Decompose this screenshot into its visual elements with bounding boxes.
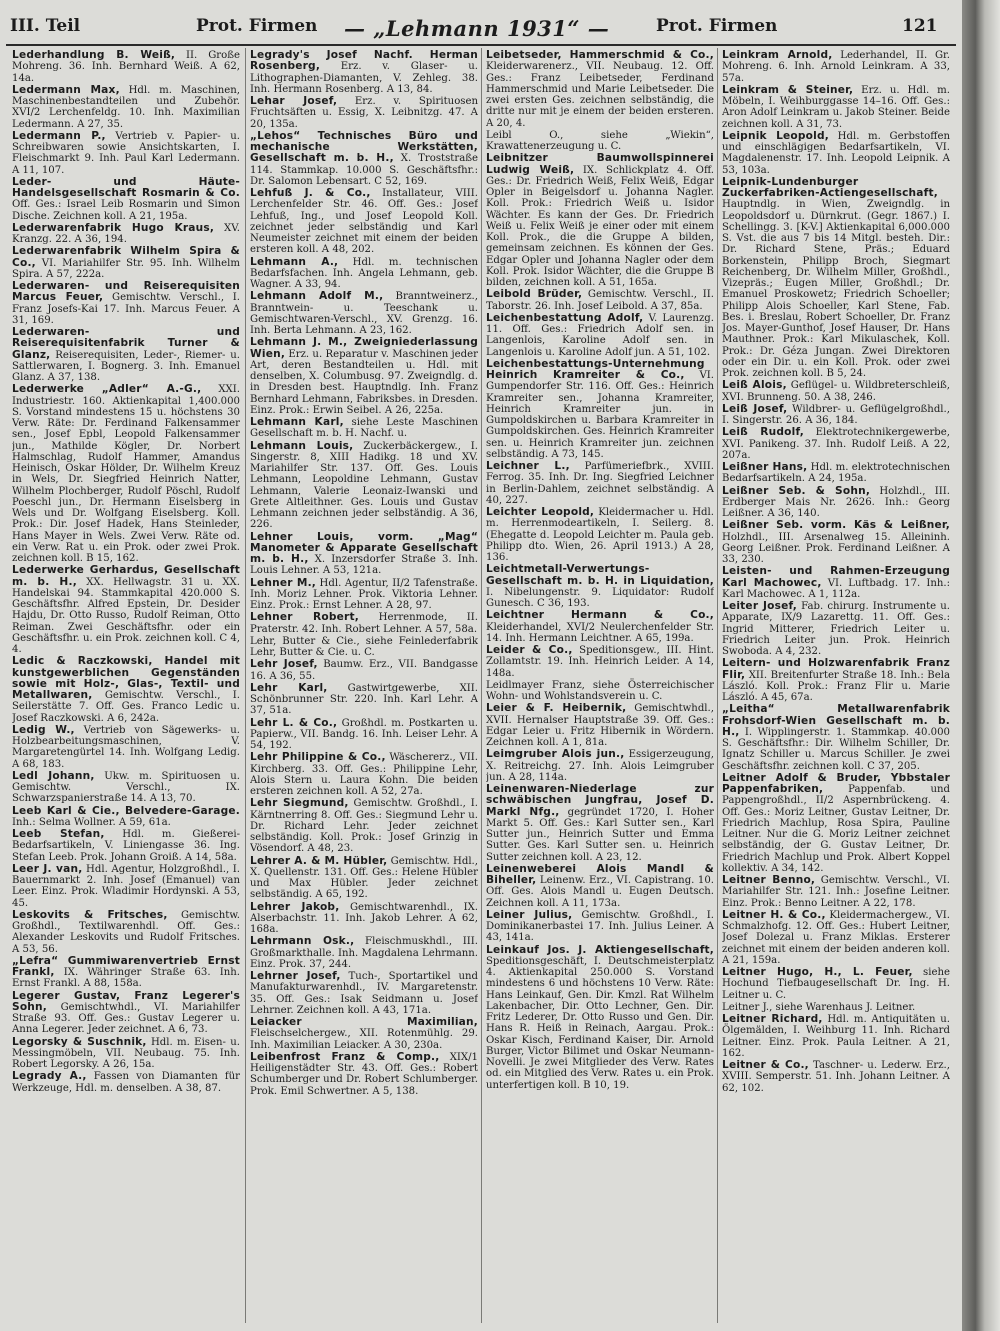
entry-details: Zuckerbäckergew., I. Singerstr. 8, XIII Hadikg. 18 und XV. Mariahilfer Str. 137. Off. Ges. Louis Lehmann, Leopoldine Lehmann, Gustav Lehmann, Valerie Leonaiz-Iwanski und Grete Altleithner. Ges. Louis und Gustav Lehmann zeichnen jeder selbständig. A 36, 226.: [250, 440, 478, 531]
entry-details: Gemischtw. Verschl., VI. Mariahilfer Str. 121. Inh.: Josefine Leitner. Einz. Prok.: Benno Leitner. A 22, 178.: [722, 875, 950, 909]
entry-details: XIX/1 Heiligenstädter Str. 43. Off. Ges.: Robert Schumberger und Dr. Robert Schlumberger. Prok. Emil Schwertner. A 5, 138.: [250, 1051, 478, 1097]
entry-firm-name: Leißner Seb. vorm. Käs & Leißner,: [722, 519, 950, 532]
entry-firm-name: Leipnik-Lundenburger Zuckerfabriken-Actiengesellschaft,: [722, 175, 938, 199]
directory-entry: [250, 337, 478, 416]
entry-details: Speditionsgew., III. Hint. Zollamtstr. 19. Inh. Heinrich Leider. A 14, 148a.: [486, 645, 714, 679]
entry-firm-name: Leinkram & Steiner,: [722, 83, 854, 96]
header-rule: [6, 44, 956, 46]
entry-details: Kleiderwarenerz., VII. Neubaug. 12. Off. Ges.: Franz Leibetseder, Ferdinand Hammerschmid und Marie Leibetseder. Die zwei ersten Ges. zeichnen selbständig, die dritte nur mit je einem der beiden ersteren. A 20, 4.: [486, 61, 714, 129]
entry-firm-name: Legorsky & Suschnik,: [12, 1035, 147, 1048]
directory-entry: [722, 486, 950, 520]
directory-entry: [722, 910, 950, 966]
entry-firm-name: Lehner M.,: [250, 576, 317, 589]
entry-details: Inh.: Selma Wollner. A 59, 61a.: [12, 816, 171, 828]
entry-firm-name: Lederwaren- und Reiserequisiten Marcus Feuer,: [12, 280, 240, 304]
directory-entry: [722, 773, 950, 874]
directory-entry: [12, 384, 240, 564]
entry-details: Herrenmode, II. Praterstr. 42. Inh. Robert Lehner. A 57, 58a.: [250, 612, 478, 635]
entry-details: Parfümeriefbrk., XVIII. Ferrog. 35. Inh. Dr. Ing. Siegfried Leichner in Berlin-Dahlem, zeichnet selbständig. A 40, 227.: [486, 461, 714, 506]
entry-details: XXI. Industriestr. 160. Aktienkapital 1,400.000 S. Vorstand mindestens 15 u. höchstens 30 Verw. Räte: Dr. Ferdinand Falkensammer sen., Josef Epbl, Leopold Falkensammer jun., Mathilde Kögler, Dr. Norbert Halmschlag, Rudolf Hammer, Amandus Heinisch, Oskar Hölder, Dr. Wilhelm Kreuz in Wels, Dr. Siegfried Heinrich Natter, Wilhelm Plochberger, Rudolf Pöschl, Rudolf Poeschl jun., Dr. Hermann Eiselsberg in Wels und Dr. Wolfgang Eiselsberg. Koll. Prok.: Dir. Josef Hadek, Hans Steinleder, Hans Mayer in Wels. Zwei Verw. Räte od. ein Verw. Rat u. ein Prok. oder zwei Prok. zeichnen koll. B 15, 162.: [12, 384, 240, 564]
entry-details: Fleischselchergew., XII. Rotenmühlg. 29. Inh. Maximilian Leiacker. A 30, 230a.: [250, 1028, 478, 1051]
entry-details: Lehr, Butter & Cie., siehe Feinlederfabrik Lehr, Butter & Cie. u. C.: [250, 635, 478, 658]
entry-firm-name: Lehrer A. & M. Hübler,: [250, 854, 388, 867]
entry-details: Gemischtw. Verschl., II. Taborstr. 26. Inh. Josef Leibold. A 37, 85a.: [486, 289, 714, 312]
entry-details: V. Laurenzg. 11. Off. Ges.: Friedrich Adolf sen. in Langenlois, Karoline Adolf sen. in Langenlois u. Karoline Adolf jun. A 51, 102.: [486, 312, 714, 358]
entry-firm-name: Leer J. van,: [12, 862, 83, 875]
entry-firm-name: Leiacker Maximilian,: [250, 1016, 478, 1028]
entry-firm-name: „Lefra“ Gummiwarenvertrieb Ernst Frankl,: [12, 954, 240, 978]
entry-details: Fleischmuskhdl., III. Großmarkthalle. Inh. Magdalena Lehrmann. Einz. Prok. 37, 244.: [250, 936, 478, 970]
entry-details: Vertrieb v. Papier- u. Schreibwaren sowie Ansichtskarten, I. Fleischmarkt 9. Inh. Paul Karl Ledermann. A 11, 107.: [12, 130, 240, 176]
entry-details: gegründet 1720, I. Hoher Markt 5. Off. Ges.: Karl Sutter sen., Karl Sutter jun., Heinrich Sutter und Emma Sutter. Ges. Karl Sutter sen. u. Heinrich Sutter zeichnen koll. A 23, 12.: [486, 806, 714, 863]
header-center-title: — „Lehmann 1931“ —: [344, 16, 610, 41]
entry-details: Speditionsgeschäft, I. Deutschmeisterplatz 4. Aktienkapital 250.000 S. Vorstand mindestens 6 und höchstens 10 Verw. Räte: Hans Leinkauf, Gen. Dir. Kmzl. Rat Wilhelm Lakenbacher, Dir. Otto Lechner, Gen. Dir. Fritz Lederer, Dr. Otto Russo und Gen. Dir. Hans R. Heiß in Reinach, Aargau. Prok.: Oskar Kisch, Ferdinand Kaiser, Dir. Arnold Burger, Victor Bilimet und Oskar Neumann-Novelli. Je zwei Mitglieder des Verw. Rates od. ein Mitglied des Verw. Rates u. ein Prok. unterfertigen koll. B 10, 19.: [486, 955, 714, 1091]
column-3: [486, 50, 714, 1325]
entry-firm-name: Ledl Johann,: [12, 769, 95, 782]
entry-firm-name: Lehfuß J. & Co.,: [250, 187, 371, 199]
entry-details: Hdl. m. Antiquitäten u. Ölgemälden, I. Weihburg 11. Inh. Richard Leitner. Einz. Prok. Paula Leitner. A 21, 162.: [722, 1014, 950, 1059]
entry-firm-name: Lehmann Louis,: [250, 439, 354, 452]
directory-entry: [722, 380, 950, 403]
directory-entry: [722, 131, 950, 176]
entry-details: Gemischtwhdl., XVII. Hernalser Hauptstraße 39. Off. Ges.: Edgar Leier u. Fritz Hibernik in Wördern. Zeichnen koll. A 1, 81a.: [486, 703, 714, 748]
entry-details: Ukw. m. Spirituosen u. Gemischtw. Verschl., IX. Schwarzspanierstraße 14. A 13, 70.: [12, 770, 240, 805]
directory-entry: [486, 359, 714, 460]
header-right-title: Prot. Firmen: [656, 16, 778, 36]
directory-entry: [250, 578, 478, 612]
entry-firm-name: „Leitha“ Metallwarenfabrik Frohsdorf-Wien Gesellschaft m. b. H.,: [722, 703, 950, 738]
entry-details: Hdl. m. Maschinen, Maschinenbestandteilen und Zubehör. XVI/2 Lerchenfeldg. 10. Inh. Maximilian Ledermann. A 27, 35.: [12, 84, 240, 130]
directory-entry: [250, 96, 478, 130]
entry-firm-name: Ledermann Max,: [12, 83, 120, 96]
directory-entry: [250, 659, 478, 682]
entry-details: Hauptndlg. in Wien, Zweigndlg. in Leopoldsdorf u. Dürnkrut. (Gegr. 1867.) I. Schellingg. 3. [K-V.] Aktienkapital 6,000.000 S. Vst. die aus 7 bis 14 Mitgl. besteh. Dir.: Dr. Richard Stene, Präs.; Eduard Borkenstein, Philipp Broch, Siegmart Reichenberg, Dr. Wilhelm Miller, Großhdl., Vizepräs.; Eugen Miller, Großhdl.; Dr. Emanuel Proskowetz; Friedrich Schoeller; Philipp Alois Schoeller, Karl Stene, Fab. Bes. i. Breslau, Robert Schoeller, Dr. Franz Jos. Mayer-Gunthof, Josef Hauser, Dr. Hans Mauthner. Prok.: Karl Mikulaschek, Koll. Prok.: Dr. Géza Jungan. Zwei Direktoren oder ein Dir. u. ein Koll. Prok. oder zwei Prok. zeichnen koll. B 5, 24.: [722, 199, 950, 379]
entry-firm-name: Leiß Josef,: [722, 402, 788, 415]
entry-details: Kleidermacher u. Hdl. m. Herrenmodeartikeln, I. Seilerg. 8. (Ehegatte d. Leopold Leichter m. Paula geb. Philipp dto. Wien, 26. April 1913.) A 28, 136.: [486, 507, 714, 563]
directory-entry: [250, 532, 478, 577]
entry-details: Holzhdl., III. Arsenalweg 15. Alleininh. Georg Leißner. Prok. Ferdinand Leißner. A 33, 230.: [722, 531, 950, 565]
directory-entry: [12, 910, 240, 955]
directory-entry: [486, 313, 714, 358]
directory-entry: [12, 50, 240, 84]
directory-entry: [250, 856, 478, 901]
header-left-title: Prot. Firmen: [196, 16, 318, 36]
entry-details: Gemischtw. Großhdl., I. Kärntnerring 8. Off. Ges.: Siegmund Lehr u. Dr. Richard Lehr. Jeder zeichnet selbständig. Koll. Prok.: Josef Grinzig in Vösendorf. A 48, 23.: [250, 798, 478, 855]
entry-details: Gemischtw. Verschl., I. Seilerstätte 7. Off. Ges. Franco Ledic u. Josef Raczkowski. A 6, 242a.: [12, 690, 240, 724]
entry-details: Hdl. m. Gießerei-Bedarfsartikeln, V. Liniengasse 36. Ing. Stefan Leeb. Prok. Johann Groiß. A 14, 58a.: [12, 829, 240, 863]
entry-details: Fab. chirurg. Instrumente u. Apparate, IX/9 Lazarettg. 11. Off. Ges.: Ingrid Mitterer, Friedrich Leiter u. Friedrich Leiter jun. Prok. Heinrich Swoboda. A 4, 232.: [722, 601, 950, 657]
entry-details: Reiserequisiten, Leder-, Riemer- u. Sattlerwaren, I. Bognerg. 3. Inh. Emanuel Glanz. A 37, 138.: [12, 349, 240, 383]
directory-entry: [722, 404, 950, 427]
entry-details: Taschner- u. Lederw. Erz., XVIII. Semperstr. 51. Inh. Johann Leitner. A 62, 102.: [722, 1060, 950, 1094]
column-divider: [481, 48, 482, 1323]
entry-details: Holzhdl., III. Erdberger Mais Nr. 2626. Inh.: Georg Leißner. A 36, 140.: [722, 485, 950, 519]
entry-firm-name: Leitner Richard,: [722, 1013, 823, 1025]
directory-entry: [486, 749, 714, 783]
entry-details: Hdl. Agentur, Holzgroßhdl., I. Bauernmarkt 2. Inh. Josef (Emanuel) van Leer. Einz. Prok. Wladimir Hordynski. A 53, 45.: [12, 863, 240, 909]
entry-firm-name: Leitern- und Holzwarenfabrik Franz Flir,: [722, 657, 950, 681]
entry-firm-name: Lehner Robert,: [250, 611, 359, 624]
directory-entry: [486, 289, 714, 312]
entry-firm-name: Leibold Brüder,: [486, 288, 583, 301]
entry-firm-name: Lehner Louis, vorm. „Mag“ Manometer & Apparate Gesellschaft m. b. H.,: [250, 530, 478, 565]
entry-firm-name: Lehr L. & Co.,: [250, 716, 338, 729]
entry-details: Kleiderhandel, XVI/2 Neulerchenfelder Str. 14. Inh. Hermann Leichtner. A 65, 199a.: [486, 621, 714, 644]
entry-firm-name: Leibnitzer Baumwollspinnerei Ludwig Weiß,: [486, 152, 714, 176]
entry-firm-name: Lederwarenfabrik Wilhelm Spira & Co.,: [12, 245, 240, 269]
entry-firm-name: Leitner & Co.,: [722, 1059, 809, 1071]
directory-entry: [486, 461, 714, 506]
directory-entry: [722, 50, 950, 84]
directory-entry: [250, 683, 478, 717]
entry-firm-name: Lehmann J. M., Zweigniederlassung Wien,: [250, 336, 478, 360]
entry-firm-name: Leeb Stefan,: [12, 828, 105, 840]
entry-details: IX. Währinger Straße 63. Inh. Ernst Frankl. A 88, 158a.: [12, 967, 240, 990]
directory-entry: [250, 1052, 478, 1097]
directory-entry: [250, 291, 478, 336]
entry-firm-name: Leeb Karl & Cie., Belvedere-Garage.: [12, 804, 240, 817]
directory-entry: [486, 507, 714, 563]
directory-entry: [722, 1002, 950, 1013]
page-header: [6, 14, 956, 44]
entry-firm-name: Legrady's Josef Nachf. Herman Rosenberg,: [250, 50, 478, 73]
entry-details: Leinenw. Erz., VI. Capistrang. 10. Off. Ges. Alois Mandl u. Eugen Deutsch. Zeichnen koll. A 11, 173a.: [486, 875, 714, 909]
entry-details: XX. Hellwagstr. 31 u. XX. Handelskai 94. Stammkapital 420.000 S. Geschäftsfhr. Alfred Epstein, Dr. Desider Hajdu, Dr. Otto Russo, Rudolf Reiman, Otto Reiman. Zwei Geschäftsfhr. oder ein Geschäftsfhr. u. ein Prok. zeichnen koll. C 4, 4.: [12, 576, 240, 655]
directory-entry: [486, 945, 714, 1091]
directory-entry: [12, 85, 240, 130]
entry-firm-name: Lehmann Karl,: [250, 416, 344, 428]
entry-firm-name: Leißner Hans,: [722, 461, 808, 473]
entry-firm-name: Leinkram Arnold,: [722, 50, 833, 61]
entry-details: Vertrieb von Sägewerks- u. Holzbearbeitungsmaschinen, V. Margaretengürtel 14. Inh. Wolfgang Ledig. A 68, 183.: [12, 724, 240, 770]
entry-firm-name: Ledig W.,: [12, 723, 75, 736]
entry-firm-name: Leskovits & Fritsches,: [12, 908, 168, 921]
entry-firm-name: Lehmann A.,: [250, 255, 339, 268]
entry-firm-name: Leibenfrost Franz & Comp.,: [250, 1050, 440, 1063]
entry-firm-name: Leitner Adolf & Bruder, Ybbstaler Pappenfabriken,: [722, 771, 950, 795]
entry-details: II. Große Mohreng. 36. Inh. Bernhard Weiß. A 62, 14a.: [12, 50, 240, 84]
entry-firm-name: Lederwarenfabrik Hugo Kraus,: [12, 221, 215, 234]
binding-edge: [962, 0, 1000, 1331]
entry-firm-name: Leimgruber Alois jun.,: [486, 748, 625, 761]
directory-entry: [250, 971, 478, 1016]
entry-details: VI. Mariahilfer Str. 95. Inh. Wilhelm Spira. A 57, 222a.: [12, 257, 240, 280]
entry-firm-name: Leichtner Hermann & Co.,: [486, 609, 714, 622]
directory-entry: [12, 131, 240, 176]
entry-details: Branntweinerz., Branntwein- u. Teeschank u. Gemischtwaren-Verschl., XV. Grenzg. 16. Inh. Berta Lehmann. A 23, 162.: [250, 291, 478, 336]
directory-entry: [722, 462, 950, 485]
entry-firm-name: Leiner Julius,: [486, 908, 573, 921]
entry-details: Gemischtw. Großhdl., I. Dominikanerbastei 17. Inh. Julius Leiner. A 43, 141a.: [486, 909, 714, 944]
entry-details: I. Nibelungenstr. 9. Liquidator: Rudolf Gunesch. C 36, 193.: [486, 586, 714, 609]
directory-entry: [722, 658, 950, 703]
entry-firm-name: Lehr Philippine & Co.,: [250, 751, 386, 764]
entry-details: Erz. u. Hdl. m. Möbeln, I. Weihburggasse 14–16. Off. Ges.: Aron Adolf Leinkram u. Jakob Steiner. Beide zeichnen koll. A 31, 73.: [722, 84, 950, 130]
column-divider: [245, 48, 246, 1323]
directory-entry: [12, 565, 240, 655]
directory-entry: [250, 636, 478, 659]
directory-entry: [722, 1060, 950, 1094]
entry-details: Installateur, VIII. Lerchenfelder Str. 46. Off. Ges.: Josef Lehfuß, Ing., und Josef Leopold Koll. zeichnet jeder selbständig und Karl Neumeister zeichnet mit einem der beiden ersteren koll. A 48, 202.: [250, 188, 478, 256]
directory-entry: [722, 566, 950, 600]
entry-firm-name: Leisten- und Rahmen-Erzeugung Karl Machowec,: [722, 565, 950, 589]
column-4: [722, 50, 950, 1325]
directory-entry: [12, 656, 240, 724]
entry-details: Essigerzeugung, X. Reitreichg. 27. Inh. Alois Leimgruber jun. A 28, 114a.: [486, 749, 714, 783]
entry-firm-name: Lehrmann Osk.,: [250, 935, 355, 948]
directory-entry: [12, 864, 240, 909]
entry-details: Wäschererz., VII. Kirchberg. 33. Off. Ges.: Philippine Lehr, Alois Stern u. Laura Kohn. Die beiden ersteren zeichnen koll. A 52, 27a.: [250, 752, 478, 797]
entry-firm-name: Leinenwaren-Niederlage zur schwäbischen Jungfrau, Josef D. Markl Nfg.,: [486, 783, 714, 818]
entry-firm-name: Lederwaren- und Reiserequisitenfabrik Turner & Glanz,: [12, 326, 240, 361]
entry-firm-name: Leinenweberei Alois Mandl & Biheller,: [486, 862, 714, 886]
entry-details: Leibl O., siehe „Wiekin“, Krawattenerzeugung u. C.: [486, 129, 714, 152]
entry-firm-name: Lederwerke Gerhardus, Gesellschaft m. b. H.,: [12, 564, 240, 588]
entry-firm-name: Leipnik Leopold,: [722, 129, 829, 142]
directory-entry: [722, 177, 950, 380]
directory-entry: [722, 1014, 950, 1059]
entry-details: Geflügel- u. Wildbreterschleiß, XVI. Brunneng. 50. A 38, 246.: [722, 380, 950, 403]
column-1: [12, 50, 240, 1325]
page-number: 121: [902, 16, 938, 36]
entry-firm-name: Ledermann P.,: [12, 129, 106, 142]
entry-details: Lederhandel, II. Gr. Mohreng. 6. Inh. Arnold Leinkram. A 33, 57a.: [722, 50, 950, 84]
entry-details: Leidlmayer Franz, siehe Österreichischer Wohn- und Wohlstandsverein u. C.: [486, 679, 714, 702]
entry-details: Off. Ges.: Israel Leib Rosmarin und Simon Dische. Zeichnen koll. A 21, 195a.: [12, 199, 240, 222]
directory-entry: [486, 645, 714, 679]
entry-details: Großhdl. m. Postkarten u. Papierw., VII. Bandg. 16. Inh. Leiser Lehr. A 54, 192.: [250, 717, 478, 751]
entry-firm-name: Leiter Josef,: [722, 600, 798, 612]
entry-details: siehe Hochund Tiefbaugesellschaft Dr. Ing. H. Leitner u. C.: [722, 967, 950, 1001]
entry-details: Gastwirtgewerbe, XII. Schönbrunner Str. 220. Inh. Karl Lehr. A 37, 51a.: [250, 682, 478, 717]
directory-entry: [12, 806, 240, 829]
entry-firm-name: Leichenbestattung Adolf,: [486, 311, 644, 324]
directory-entry: [12, 246, 240, 280]
entry-firm-name: Ledic & Raczkowski, Handel mit kunstgewerblichen Gegenständen sowie mit Holz-, Glas-, Textil- und Metallwaren,: [12, 655, 240, 701]
directory-entry: [722, 601, 950, 657]
entry-details: Erz. v. Spirituosen Fruchtsäften u. Essig, X. Leibnitzg. 47. A 20, 135a.: [250, 96, 478, 130]
entry-firm-name: Leichter Leopold,: [486, 506, 595, 518]
directory-entry: [486, 910, 714, 944]
column-divider: [717, 48, 718, 1323]
entry-firm-name: „Lehos“ Technisches Büro und mechanische Werkstätten, Gesellschaft m. b. H.,: [250, 129, 478, 165]
directory-entry: [12, 991, 240, 1036]
directory-entry: [12, 177, 240, 222]
directory-entry: [250, 798, 478, 854]
directory-entry: [486, 864, 714, 909]
directory-entry: [250, 188, 478, 256]
entry-details: VI. Luftbadg. 17. Inh.: Karl Machowec. A 1, 112a.: [722, 577, 950, 600]
entry-details: XV. Kranzg. 22. A 36, 194.: [12, 222, 240, 245]
entry-details: Erz. v. Glaser- u. Lithographen-Diamanten, V. Zehleg. 38. Inh. Hermann Rosenberg. A 13, 84.: [250, 61, 478, 95]
directory-entry: [250, 257, 478, 291]
directory-entry: [12, 327, 240, 383]
entry-firm-name: Lehr Siegmund,: [250, 797, 349, 810]
directory-entry: [486, 784, 714, 863]
directory-entry: [250, 718, 478, 752]
entry-firm-name: Legerer Gustav, Franz Legerer's Sohn,: [12, 989, 240, 1013]
entry-details: Hdl. m. Eisen- u. Messingmöbeln, VII. Neubaug. 75. Inh. Robert Legorsky. A 26, 15a.: [12, 1036, 240, 1070]
entry-firm-name: Leitner H. & Co.,: [722, 908, 826, 921]
entry-firm-name: Leiß Alois,: [722, 379, 787, 392]
entry-details: Hdl. m. technischen Bedarfsfachen. Inh. Angela Lehmann, geb. Wagner. A 33, 94.: [250, 256, 478, 290]
entry-firm-name: Lehar Josef,: [250, 95, 338, 107]
entry-details: Gemischtwarenhdl., IX. Alserbachstr. 11. Inh. Jakob Lehrer. A 62, 168a.: [250, 901, 478, 935]
directory-entry: [486, 610, 714, 644]
entry-details: siehe Leste Maschinen Gesellschaft m. b. H. Nachf. u.: [250, 417, 478, 440]
entry-details: Hdl. Agentur, II/2 Tafenstraße. Inh. Moriz Lehner. Prok. Viktoria Lehner. Einz. Prok.: Ernst Lehner. A 28, 97.: [250, 577, 478, 611]
entry-details: Kleidermachergew., VI. Schmalzhofg. 12. Off. Ges.: Hubert Leitner, Josef Dolezal u. Franz Miklas. Ersterer zeichnet mit einem der beiden anderen koll. A 21, 159a.: [722, 909, 950, 966]
entry-firm-name: Lederhandlung B. Weiß,: [12, 50, 176, 61]
entry-details: X. Troststraße 114. Stammkap. 10.000 S. Geschäftsfhr.: Dr. Salomon Lebensart. C 52, 169.: [250, 153, 478, 187]
directory-entry: [250, 936, 478, 970]
entry-firm-name: Leier & F. Heibernik,: [486, 702, 627, 715]
directory-entry: [722, 875, 950, 909]
entry-firm-name: Leiß Rudolf,: [722, 426, 804, 439]
entry-details: Tuch-, Sportartikel und Manufakturwarenhdl., IV. Margaretenstr. 35. Off. Ges.: Isak Seidmann u. Josef Lehrner. Zeichnen koll. A 43, 171a.: [250, 971, 478, 1016]
directory-entry: [12, 281, 240, 326]
entry-firm-name: Leißner Seb. & Sohn,: [722, 484, 871, 497]
entry-details: IX. Schlickplatz 4. Off. Ges.: Dr. Friedrich Weiß, Felix Weiß, Edgar Opler in Beigelsdorf u. Johanna Nagler. Koll. Prok.: Friedrich Weiß u. Isidor Wächter. Es kann der Ges. Dr. Friedrich Weiß u. Felix Weiß je einer oder mit einem Koll. Prok., die die Gruppe A bilden, gemeinsam zeichnen. Es können der Ges. Edgar Opler und Johanna Nagler oder dem Koll. Prok. Isidor Wächter, die die Gruppe B bilden, zeichnen koll. A 51, 165a.: [486, 164, 714, 288]
entry-firm-name: Leichenbestattungs-Unternehmung Heinrich Kramreiter & Co.,: [486, 357, 705, 381]
directory-entry: [12, 223, 240, 246]
directory-entry: [250, 1017, 478, 1051]
entry-firm-name: Lehrner Josef,: [250, 970, 341, 982]
entry-details: Gemischtw. Hdl., X. Quellenstr. 131. Off. Ges.: Helene Hübler und Max Hübler. Jeder zeichnet selbständig. A 65, 192.: [250, 855, 478, 901]
entry-details: Pappenfab. und Pappengroßhdl., II/2 Aspernbrückeng. 4. Off. Ges.: Moriz Leitner, Gustav Leitner, Dr. Friedrich Machlup, Rosa Spira, Pauline Leitner. Nur die G. Moriz Leitner zeichnet selbständig, der G. Gustav Leitner, Dr. Friedrich Machlup und Prok. Albert Koppel kollektiv. A 34, 142.: [722, 784, 950, 874]
directory-entry: [12, 829, 240, 863]
directory-entry: [486, 50, 714, 129]
entry-firm-name: Leitner Benno,: [722, 874, 816, 886]
entry-details: Hdl. m. Gerbstoffen und einschlägigen Bedarfsartikeln, VI. Magdalenenstr. 17. Inh. Leopold Leipnik. A 53, 103a.: [722, 130, 950, 176]
entry-firm-name: Lehrer Jakob,: [250, 900, 340, 913]
entry-details: X. Inzersdorfer Straße 3. Inh. Louis Lehner. A 53, 121a.: [250, 554, 478, 577]
column-2: [250, 50, 478, 1325]
entry-details: VI. Gumpendorfer Str. 116. Off. Ges.: Heinrich Kramreiter sen., Johanna Kramreiter, Heinrich Kramreiter jun. in Gumpoldskirchen u. Barbara Kramreiter in Gumpoldskirchen. Ges. Heinrich Kramreiter sen. u. Heinrich Kramreiter jun. zeichnen selbständig. A 73, 145.: [486, 370, 714, 460]
directory-entry: [12, 1071, 240, 1094]
entry-details: Gemischtw. Verschl., I. Franz Josefs-Kai 17. Inh. Marcus Feuer. A 31, 169.: [12, 292, 240, 326]
directory-entry: [12, 771, 240, 805]
entry-firm-name: Legrady A.,: [12, 1070, 87, 1083]
header-part: III. Teil: [10, 16, 81, 36]
entry-firm-name: Leider & Co.,: [486, 644, 573, 656]
directory-entry: [250, 50, 478, 95]
directory-entry: [486, 130, 714, 153]
directory-entry: [250, 902, 478, 936]
entry-details: I. Wipplingerstr. 1. Stammkap. 40.000 S. Geschäftsfhr.: Dir. Wilhelm Schiller, Dr. Ignatz Schiller u. Marcus Schiller. Je zwei Geschäftsfhr. zeichnen koll. C 37, 205.: [722, 726, 950, 772]
directory-entry: [722, 427, 950, 461]
entry-details: Elektrotechnikergewerbe, XVI. Panikeng. 37. Inh. Rudolf Leiß. A 22, 207a.: [722, 427, 950, 461]
entry-firm-name: Lehr Karl,: [250, 681, 328, 694]
directory-entry: [486, 680, 714, 703]
entry-details: XII. Breitenfurter Straße 18. Inh.: Bela László. Koll. Prok.: Franz Flir u. Marie László. A 45, 67a.: [722, 669, 950, 703]
entry-details: Hdl. m. elektrotechnischen Bedarfsartikeln. A 24, 195a.: [722, 462, 950, 485]
entry-firm-name: Leinkauf Jos. J. Aktiengesellschaft,: [486, 943, 714, 956]
entry-firm-name: Lederwerke „Adler“ A.-G.,: [12, 383, 202, 396]
directory-entry: [486, 153, 714, 288]
directory-entry: [722, 85, 950, 130]
directory-entry: [250, 131, 478, 187]
entry-firm-name: Leichtmetall-Verwertungs-Gesellschaft m. b. H. in Liquidation,: [486, 563, 714, 587]
directory-entry: [486, 703, 714, 748]
directory-entry: [250, 752, 478, 797]
directory-entry: [722, 704, 950, 772]
entry-details: Gemischtwhdl., VI. Mariahilfer Straße 93. Off. Ges.: Gustav Legerer u. Anna Legerer. Jeder zeichnet. A 6, 73.: [12, 1001, 240, 1036]
directory-entry: [486, 564, 714, 609]
directory-entry: [722, 520, 950, 565]
directory-entry: [250, 441, 478, 531]
entry-firm-name: Lehmann Adolf M.,: [250, 290, 384, 303]
entry-firm-name: Leder- und Häute-Handelsgesellschaft Rosmarin & Co.: [12, 175, 240, 199]
entry-details: Baumw. Erz., VII. Bandgasse 16. A 36, 55.: [250, 659, 478, 682]
entry-details: Gemischtw. Großhdl., Textilwarenhdl. Off. Ges.: Alexander Leskovits und Rudolf Fritsches. A 53, 56.: [12, 909, 240, 955]
directory-entry: [250, 417, 478, 440]
entry-firm-name: Lehr Josef,: [250, 658, 318, 671]
entry-details: Erz. u. Reparatur v. Maschinen jeder Art, deren Bestandteilen u. Hdl. mit denselben, X. Columbusg. 97. Zweigndlg. d. in Dresden best. Hauptndlg. Inh. Franz Bernhard Lehmann, Fabriksbes. in Dresden. Einz. Prok.: Erwin Seibel. A 26, 225a.: [250, 348, 478, 416]
entry-firm-name: Leibetseder, Hammerschmid & Co.,: [486, 50, 714, 61]
directory-entry: [12, 956, 240, 990]
entry-firm-name: Leitner Hugo, H., L. Feuer,: [722, 966, 913, 978]
directory-entry: [12, 725, 240, 770]
entry-firm-name: Leichner L.,: [486, 460, 570, 472]
entry-details: Fassen von Diamanten für Werkzeuge, Hdl. m. denselben. A 38, 87.: [12, 1071, 240, 1094]
directory-entry: [722, 967, 950, 1001]
entry-details: Leitner J., siehe Warenhaus J. Leitner.: [722, 1001, 916, 1013]
entry-details: Wildbrer- u. Geflügelgroßhdl., I. Singerstr. 26. A 36, 184.: [722, 403, 950, 426]
directory-entry: [250, 612, 478, 635]
directory-entry: [12, 1037, 240, 1071]
